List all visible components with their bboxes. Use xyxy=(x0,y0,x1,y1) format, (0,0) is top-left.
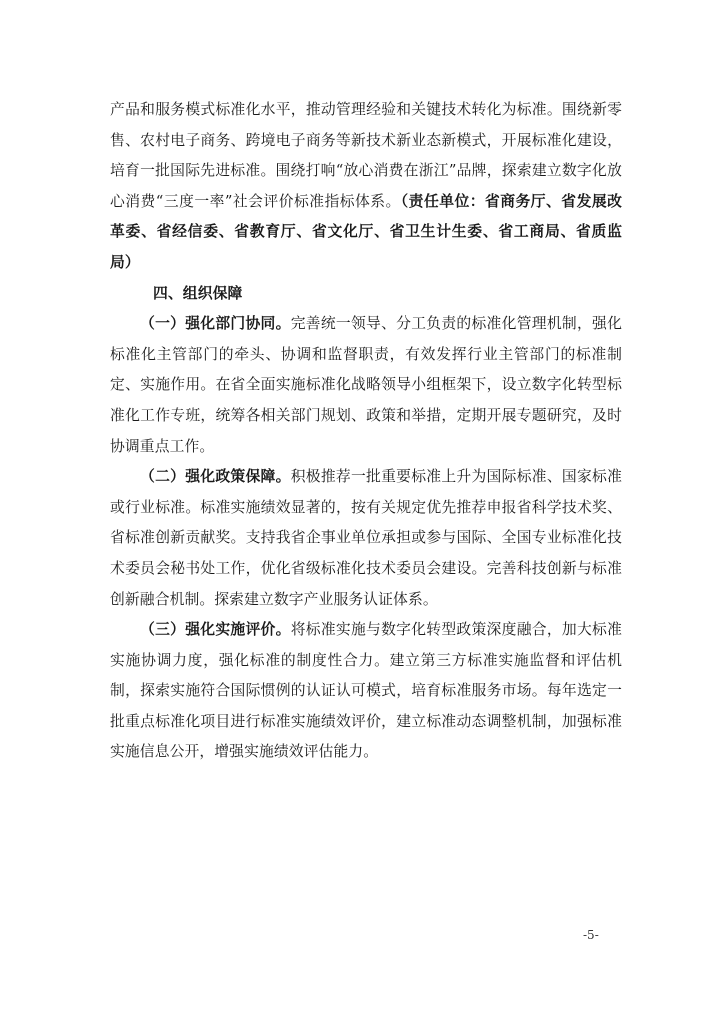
item-body: 完善统一领导、分工负责的标准化管理机制，强化标准化主管部门的牵头、协调和监督职责，有效发挥行业主管部门的标准制定、实施作用。在省全面实施标准化战略领导小组框架下，设立数字化转型标准化工作专班，统筹各相关部门规划、政策和举措，定期开展专题研究，及时协调重点工作。 xyxy=(110,315,622,455)
document-body xyxy=(110,95,622,768)
item-title: （二）强化政策保障。 xyxy=(140,468,291,486)
item-title: （三）强化实施评价。 xyxy=(140,621,291,639)
paragraph-text: 产品和服务模式标准化水平，推动管理经验和关键技术转化为标准。围绕新零售、农村电子商务、跨境电子商务等新技术新业态新模式，开展标准化建设，培育一批国际先进标准。围绕打响“放心消费在浙江”品牌，探索建立数字化放心消费“三度一率”社会评价标准指标体系。 xyxy=(110,101,622,210)
responsible-units: （责任单位：省商务厅、省发展改革委、省经信委、省教育厅、省文化厅、省卫生计生委、省工商局、省质监局） xyxy=(110,192,622,271)
item-paragraph xyxy=(110,615,622,768)
page-number: -5- xyxy=(583,928,599,942)
continuation-paragraph xyxy=(110,95,622,279)
item-paragraph xyxy=(110,309,622,462)
section-heading: 四、组织保障 xyxy=(153,284,243,302)
item-body: 将标准实施与数字化转型政策深度融合，加大标准实施协调力度，强化标准的制度性合力。建立第三方标准实施监督和评估机制，探索实施符合国际惯例的认证认可模式，培育标准服务市场。每年选定一批重点标准化项目进行标准实施绩效评价，建立标准动态调整机制，加强标准实施信息公开，增强实施绩效评估能力。 xyxy=(110,621,622,761)
item-body: 积极推荐一批重要标准上升为国际标准、国家标准或行业标准。标准实施绩效显著的，按有关规定优先推荐申报省科学技术奖、省标准创新贡献奖。支持我省企事业单位承担或参与国际、全国专业标准化技术委员会秘书处工作，优化省级标准化技术委员会建设。完善科技创新与标准创新融合机制。探索建立数字产业服务认证体系。 xyxy=(110,468,622,608)
item-paragraph xyxy=(110,462,622,615)
item-title: （一）强化部门协同。 xyxy=(140,315,291,333)
